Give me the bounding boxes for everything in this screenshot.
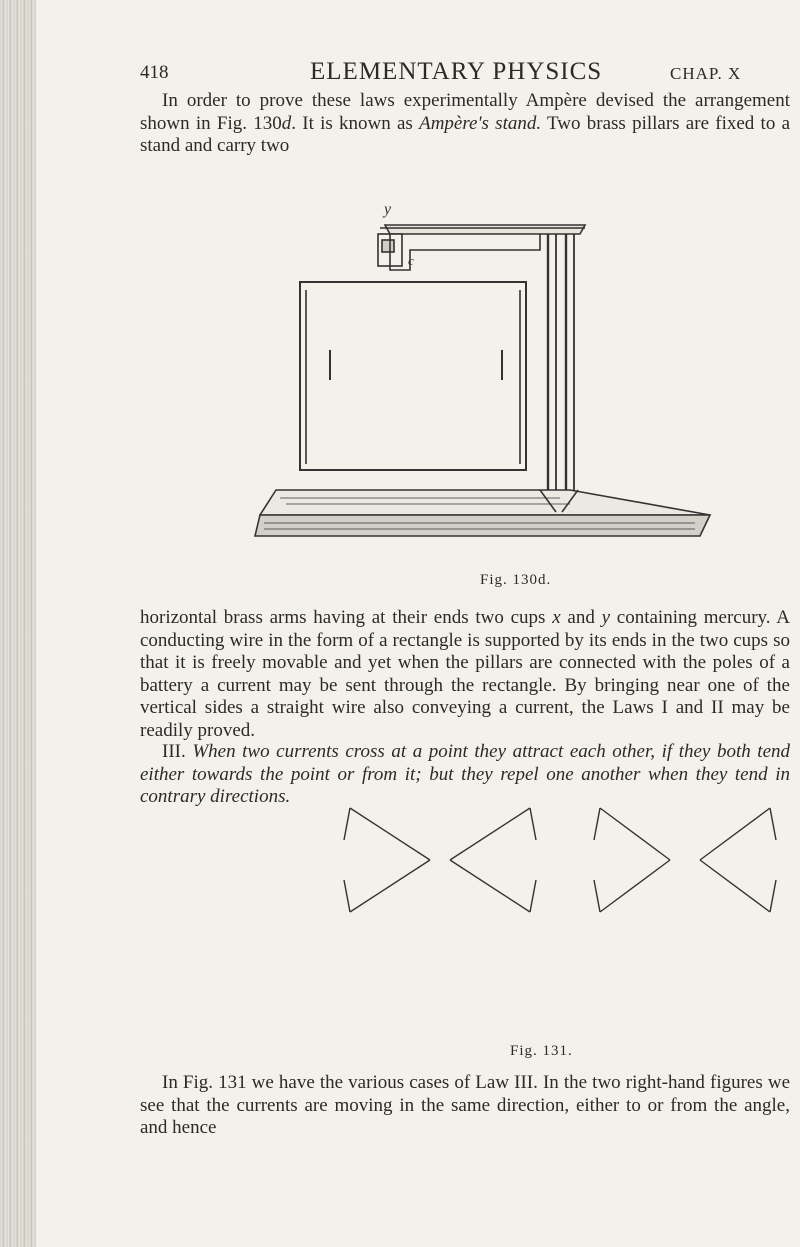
figure-130d-ampere-stand [240, 190, 740, 560]
para2-var-y: y [601, 607, 611, 628]
page-number: 418 [140, 62, 169, 83]
book-page [100, 0, 800, 1247]
para1-italic-name: Ampère's stand. [419, 112, 542, 134]
law-three-statement: When two currents cross at a point they attract each other, if they both tend either towards the point or from it; but they repel one another when they tend in contrary directions. [140, 741, 791, 807]
para2-text-b: containing mercury. A conducting wire in the form of a rectangle is supported by its ends in the two cups so that it is freely movable and yet when the pillars are connected with the poles of a battery a current may be sent through the rectangle. By bringing near one of the vertical sides a straight wire also conveying a current, the Laws I and II may be readily proved. [140, 607, 790, 741]
figure-label-c: c [408, 253, 414, 268]
para2-text-a: horizontal brass arms having at their ends two cups [140, 607, 553, 628]
figure-130d-caption: Fig. 130d. [480, 572, 552, 588]
para2-var-x: x [552, 607, 561, 628]
figure-131-current-crossings [330, 790, 790, 1040]
paragraph-explanation: In Fig. 131 we have the various cases of Law III. In the two right-hand figures we see that the currents are moving in the same direction, either to or from the angle, and hence [140, 1072, 790, 1138]
book-binding-edge [0, 0, 36, 1247]
paragraph-intro [140, 90, 790, 158]
para1-fig-suffix: d [281, 112, 292, 134]
para1-text-b: . It is known as [291, 112, 420, 134]
law-number: III. [162, 741, 186, 762]
page-header [140, 58, 780, 88]
para1-text-a: In order to prove these laws experimentally Ampère devised the arrangement shown in Fig. 130 [140, 90, 790, 134]
para2-text-and: and [560, 607, 602, 628]
figure-label-y: y [384, 201, 392, 218]
chapter-label: CHAP. X [670, 64, 742, 83]
running-title: ELEMENTARY PHYSICS [310, 58, 603, 85]
paragraph-description [140, 607, 790, 742]
figure-131-caption: Fig. 131. [510, 1043, 573, 1059]
para1-text-c: Two brass pillars are fixed to a stand and carry two [140, 112, 791, 156]
